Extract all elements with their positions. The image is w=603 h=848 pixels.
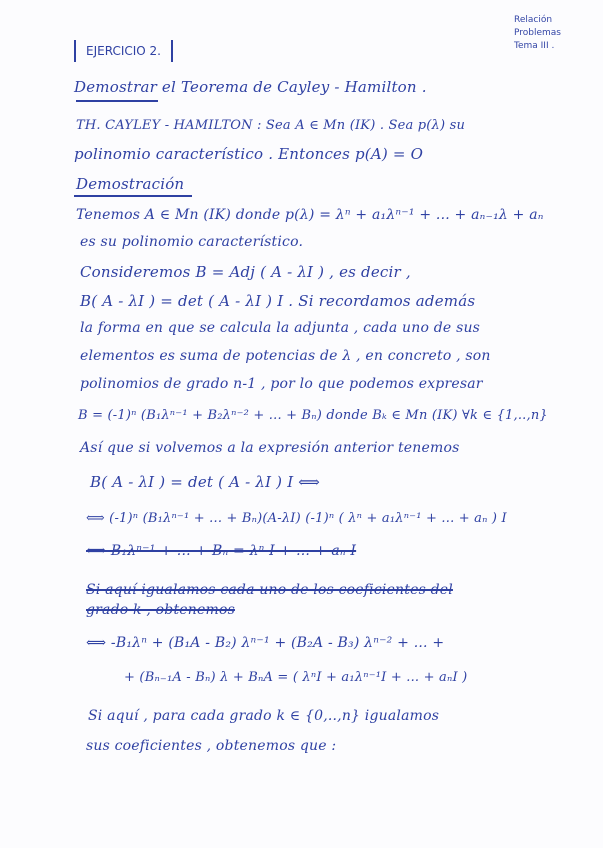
struck-line: grado k , obtenemos [86,602,235,618]
proof-line: elementos es suma de potencias de λ , en concreto , son [80,348,491,364]
statement-underline [76,100,158,102]
proof-line: polinomios de grado n-1 , por lo que podemos expresar [80,376,483,392]
statement-line: TH. CAYLEY - HAMILTON : Sea A ∈ Mn (IK) . Sea p(λ) su [76,118,466,133]
corner-note-line: Relación [514,15,553,25]
proof-heading-underline [74,195,192,197]
proof-heading: Demostración [76,175,185,193]
exercise-title: EJERCICIO 2. [86,44,161,58]
corner-note-line: Problemas [514,28,561,38]
final-line: + (Bₙ₋₁A - Bₙ) λ + BₙA = ( λⁿI + a₁λⁿ⁻¹I + ... + aₙI ) [124,670,468,685]
final-line: ⟺ -B₁λⁿ + (B₁A - B₂) λⁿ⁻¹ + (B₂A - B₃) λⁿ⁻² + ... + [86,635,445,651]
proof-line: ⟺ (-1)ⁿ (B₁λⁿ⁻¹ + ... + Bₙ)(A-λI) (-1)ⁿ ( λⁿ + a₁λⁿ⁻¹ + ... + aₙ ) I [86,511,507,526]
proof-line: B( A - λI ) = det ( A - λI ) I ⟺ [90,473,320,491]
struck-line: Si aquí igualamos cada uno de los coeficientes del [86,582,453,598]
struck-line: ⟺ B₁λⁿ⁻¹ + ... + Bₙ = λⁿ I + ... + aₙ I [86,543,357,559]
proof-line: la forma en que se calcula la adjunta , cada uno de sus [80,320,481,336]
proof-line: Tenemos A ∈ Mn (IK) donde p(λ) = λⁿ + a₁λⁿ⁻¹ + ... + aₙ₋₁λ + aₙ [76,207,544,223]
final-line: sus coeficientes , obtenemos que : [86,738,337,754]
proof-line: Consideremos B = Adj ( A - λI ) , es decir , [80,263,411,281]
proof-line: es su polinomio característico. [80,234,304,250]
corner-note [514,14,561,53]
proof-line: Así que si volvemos a la expresión anterior tenemos [80,440,460,456]
proof-line: B( A - λI ) = det ( A - λI ) I . Si recordamos además [80,292,476,310]
statement-line: polinomio característico . Entonces p(A) = O [74,145,424,163]
exercise-title-box [74,40,173,62]
statement-line: Demostrar el Teorema de Cayley - Hamilton . [74,78,427,96]
proof-line: B = (-1)ⁿ (B₁λⁿ⁻¹ + B₂λⁿ⁻² + ... + Bₙ) donde Bₖ ∈ Mn (IK) ∀k ∈ {1,..,n} [78,408,548,423]
final-line: Si aquí , para cada grado k ∈ {0,..,n} igualamos [88,708,440,724]
corner-note-line: Tema III . [514,41,555,51]
